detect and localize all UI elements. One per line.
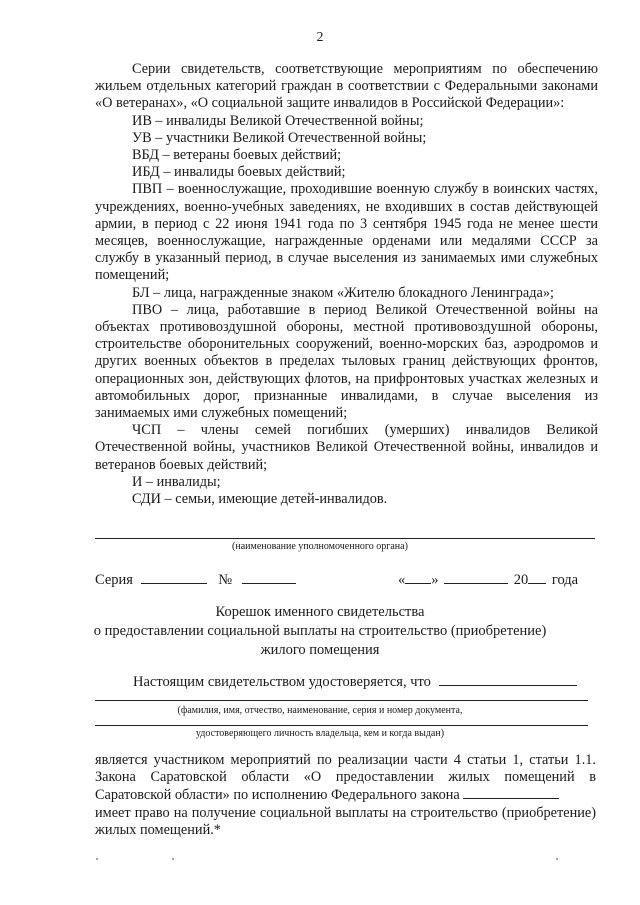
- stub-title-line-2: о предоставлении социальной выплаты на строительство (приобретение): [93, 623, 547, 639]
- date-close-quote: »: [431, 572, 439, 588]
- stub-title-line-1: Корешок именного свидетельства: [215, 604, 425, 620]
- series-item-pvo: ПВО – лица, работавшие в период Великой Отечественной войны на объектах противовоздушной обороны, местной противовоздушной обороны, строительстве оборонительных сооружений, военно-морских баз, аэродромов и других военных объектов в пределах тыловых границ действующих фронтов, операционных зон, действующих флотов, на прифронтовых участках железных и автомобильных дорог, признанные инвалидами, в случае выселения из занимаемых ими служебных помещений;: [95, 301, 598, 422]
- person-line[interactable]: [95, 700, 588, 701]
- stub-body: [95, 752, 596, 839]
- document-caption: удостоверяющего личность владельца, кем и когда выдан): [195, 728, 445, 739]
- series-list: [95, 61, 598, 508]
- series-field[interactable]: [141, 571, 207, 584]
- authority-line[interactable]: [95, 538, 595, 539]
- series-item-sdi: СДИ – семьи, имеющие детей-инвалидов.: [132, 491, 388, 508]
- scan-speck: [96, 858, 98, 860]
- series-intro: Серии свидетельств, соответствующие мероприятиям по обеспечению жильем отдельных категорий граждан в соответствии с Федеральными законами «О ветеранах», «О социальной защите инвалидов в Российской Федерации»:: [95, 61, 598, 112]
- series-number-row: [95, 571, 296, 589]
- authority-caption: (наименование уполномоченного органа): [232, 541, 408, 552]
- certify-row: [133, 673, 577, 691]
- stub-title: [0, 603, 640, 660]
- stub-title-line-3: жилого помещения: [260, 642, 380, 658]
- series-item-chsp: ЧСП – члены семей погибших (умерших) инвалидов Великой Отечественной войны, участников Великой Отечественной войны, инвалидов и ветеранов боевых действий;: [95, 422, 598, 473]
- scan-speck: [556, 858, 558, 860]
- year-prefix: 20: [513, 572, 529, 588]
- document-line[interactable]: [95, 725, 588, 726]
- entitlement-text: имеет право на получение социальной выплаты на строительство (приобретение) жилых помещений.*: [95, 804, 596, 838]
- series-item-vbd: ВБД – ветераны боевых действий;: [132, 147, 342, 164]
- number-label: №: [218, 572, 233, 588]
- series-label: Серия: [95, 572, 133, 588]
- number-field[interactable]: [242, 571, 296, 584]
- date-row: [398, 571, 578, 589]
- series-item-i: И – инвалиды;: [132, 473, 221, 490]
- scan-speck: [172, 858, 174, 860]
- month-field[interactable]: [444, 571, 508, 584]
- certify-text: Настоящим свидетельством удостоверяется, что: [133, 674, 431, 690]
- date-open-quote: «: [398, 572, 406, 588]
- page-number: 2: [316, 30, 324, 45]
- series-item-bl: БЛ – лица, награжденные знаком «Жителю блокадного Ленинграда»;: [132, 284, 554, 301]
- year-field[interactable]: [528, 571, 546, 584]
- series-item-iv: ИВ – инвалиды Великой Отечественной войны;: [132, 112, 424, 129]
- holder-name-field[interactable]: [439, 673, 577, 686]
- person-caption: (фамилия, имя, отчество, наименование, серия и номер документа,: [177, 705, 463, 716]
- year-label: года: [551, 572, 579, 588]
- participant-text: является участником мероприятий по реализации части 4 статьи 1, статьи 1.1. Закона Саратовской области «О предоставлении жилых помещений в Саратовской области» по исполнению Федерального закона: [95, 752, 596, 804]
- series-item-pvp: ПВП – военнослужащие, проходившие военную службу в воинских частях, учреждениях, военно-учебных заведениях, не входивших в состав действующей армии, в период с 22 июня 1941 года по 3 сентября 1945 года не менее шести месяцев, военнослужащие, награжденные орденами или медалями СССР за службу в указанный период, в случае выселения из занимаемых ими служебных помещений;: [95, 181, 598, 284]
- series-item-uv: УВ – участники Великой Отечественной войны;: [132, 129, 427, 146]
- day-field[interactable]: [405, 571, 431, 584]
- series-item-ibd: ИБД – инвалиды боевых действий;: [132, 164, 346, 181]
- federal-law-field[interactable]: [463, 786, 559, 799]
